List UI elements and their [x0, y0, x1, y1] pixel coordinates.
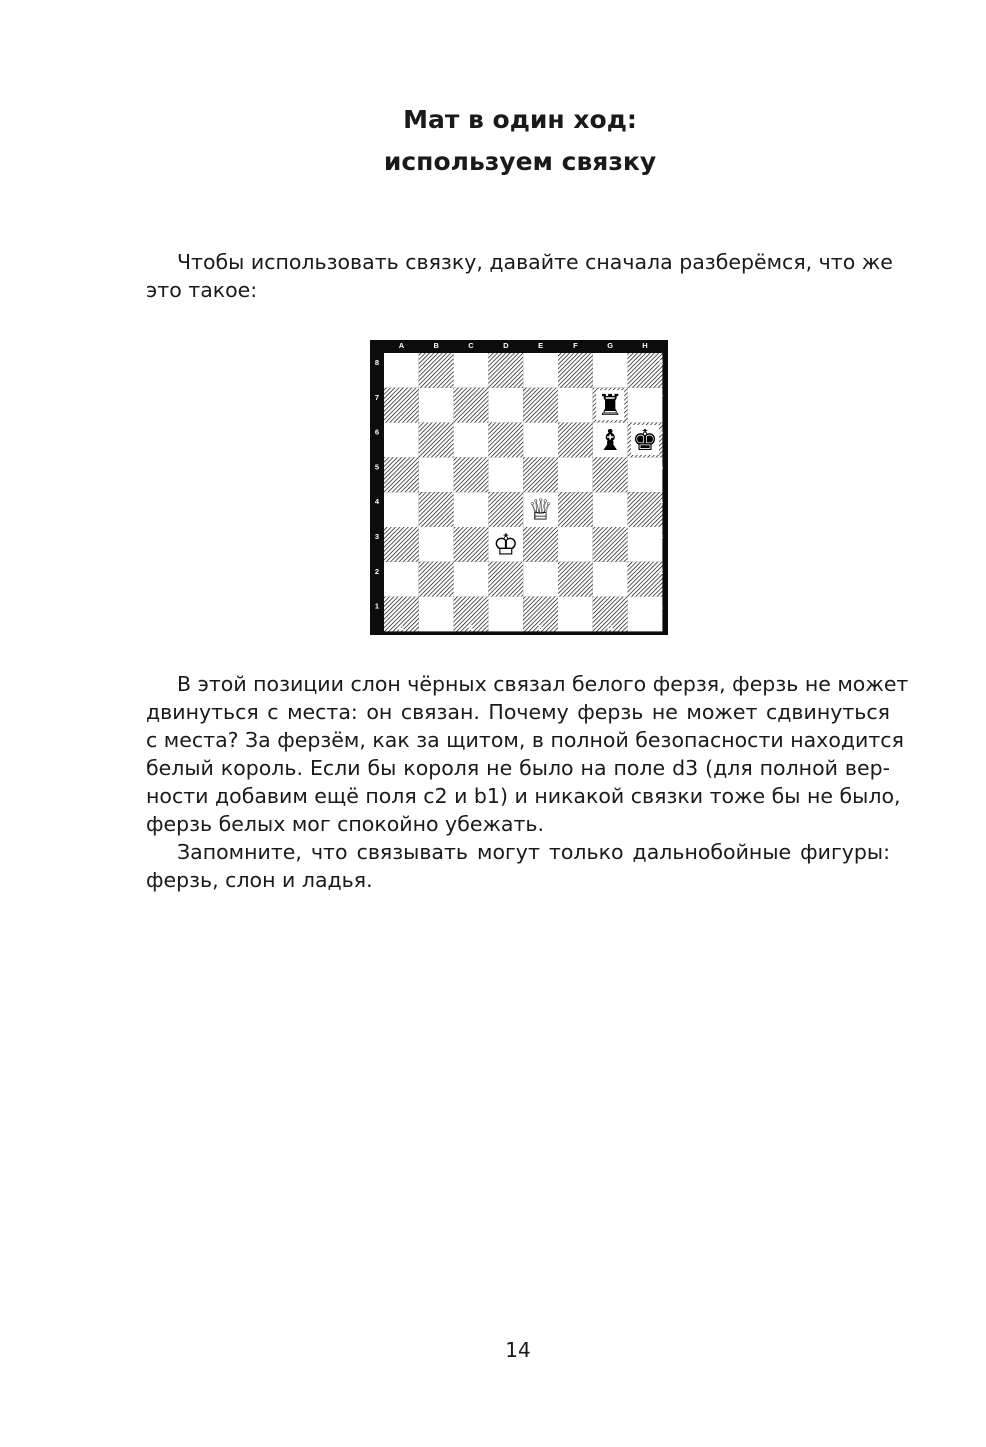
light-square [628, 457, 663, 492]
dark-square [593, 527, 628, 562]
rank-label: 2 [658, 566, 664, 576]
light-square [593, 353, 628, 388]
light-square [384, 423, 419, 458]
file-label: A [398, 623, 405, 632]
dark-square [384, 388, 419, 423]
dark-square [488, 492, 523, 527]
dark-square [488, 353, 523, 388]
file-label: D [503, 623, 509, 632]
remember-paragraph [146, 838, 890, 894]
file-label: F [573, 341, 578, 350]
light-square [454, 562, 489, 597]
light-square [454, 353, 489, 388]
light-square [454, 492, 489, 527]
dark-square [419, 423, 454, 458]
title-line-1: Мат в один ход: [403, 105, 637, 134]
dark-square [454, 527, 489, 562]
dark-square [558, 423, 593, 458]
explanation-line: В этой позиции слон чёрных связал белого ферзя, ферзь не может [177, 672, 909, 696]
rank-label: 7 [374, 392, 380, 402]
dark-square [628, 492, 663, 527]
explanation-paragraph [146, 670, 909, 838]
rank-label: 7 [658, 392, 664, 402]
file-label: E [538, 341, 544, 350]
explanation-line: двинуться с места: он связан. Почему ферзь не может сдвинуться [146, 700, 890, 724]
dark-square [454, 388, 489, 423]
intro-line: Чтобы использовать связку, давайте сначала разберёмся, что же [177, 250, 893, 274]
dark-square [523, 457, 558, 492]
explanation-line: с места? За ферзём, как за щитом, в полной безопасности находится [146, 728, 904, 752]
light-square [558, 388, 593, 423]
light-square [523, 423, 558, 458]
dark-square [454, 457, 489, 492]
rank-label: 3 [374, 532, 380, 541]
light-square [558, 527, 593, 562]
file-label: G [607, 341, 614, 350]
dark-square [558, 353, 593, 388]
rank-label: 1 [374, 601, 380, 611]
light-square [384, 353, 419, 388]
explanation-line: ферзь белых мог спокойно убежать. [146, 812, 545, 836]
dark-square [419, 492, 454, 527]
file-label: D [503, 341, 509, 350]
dark-square [593, 457, 628, 492]
rank-label: 3 [658, 532, 664, 541]
file-label: A [398, 341, 405, 350]
dark-square [523, 388, 558, 423]
light-square [419, 527, 454, 562]
black-rook-icon: ♜ [597, 388, 624, 423]
light-square [488, 457, 523, 492]
dark-square [628, 562, 663, 597]
file-label: H [642, 341, 648, 350]
file-label: E [538, 623, 544, 632]
file-label: C [468, 623, 474, 632]
file-label: C [468, 341, 474, 350]
intro-line: это такое: [146, 278, 258, 302]
light-square [593, 492, 628, 527]
black-king-icon: ♚ [632, 423, 658, 457]
remember-line: ферзь, слон и ладья. [146, 868, 373, 892]
rank-label: 4 [374, 497, 380, 507]
page-title [0, 99, 986, 183]
light-square [384, 492, 419, 527]
dark-square [558, 492, 593, 527]
white-queen-icon: ♕ [527, 492, 554, 527]
white-king-icon: ♔ [492, 527, 519, 562]
rank-label: 5 [374, 462, 380, 472]
rank-label: 2 [374, 566, 380, 576]
dark-square [419, 353, 454, 388]
rank-label: 5 [658, 462, 664, 472]
dark-square [488, 423, 523, 458]
light-square [523, 562, 558, 597]
file-label: B [433, 623, 439, 632]
remember-line: Запомните, что связывать могут только дальнобойные фигуры: [177, 840, 890, 864]
explanation-line: ности добавим ещё поля c2 и b1) и никакой связки тоже бы не было, [146, 784, 901, 808]
chess-board [370, 340, 668, 635]
title-line-2: используем связку [383, 147, 657, 176]
light-square [488, 388, 523, 423]
dark-square [384, 527, 419, 562]
rank-label: 4 [658, 497, 664, 507]
dark-square [558, 562, 593, 597]
dark-square [488, 562, 523, 597]
light-square [558, 457, 593, 492]
rank-label: 1 [658, 601, 664, 611]
file-label: F [573, 623, 578, 632]
intro-paragraph [146, 248, 893, 304]
light-square [419, 457, 454, 492]
page-number: 14 [505, 1338, 531, 1362]
chess-diagram [370, 340, 668, 635]
rank-label: 6 [658, 427, 664, 437]
light-square [628, 527, 663, 562]
light-square [593, 562, 628, 597]
black-bishop-icon: ♝ [597, 423, 624, 457]
dark-square [384, 457, 419, 492]
light-square [523, 353, 558, 388]
explanation-line: белый король. Если бы короля не было на поле d3 (для полной вер- [146, 756, 890, 780]
light-square [628, 388, 663, 423]
dark-square [628, 353, 663, 388]
light-square [419, 388, 454, 423]
light-square [384, 562, 419, 597]
rank-label: 8 [658, 358, 664, 367]
dark-square [419, 562, 454, 597]
file-label: G [607, 623, 614, 632]
rank-label: 6 [374, 427, 380, 437]
rank-label: 8 [374, 358, 380, 367]
file-label: B [433, 341, 439, 350]
file-label: H [642, 623, 648, 632]
light-square [454, 423, 489, 458]
dark-square [523, 527, 558, 562]
